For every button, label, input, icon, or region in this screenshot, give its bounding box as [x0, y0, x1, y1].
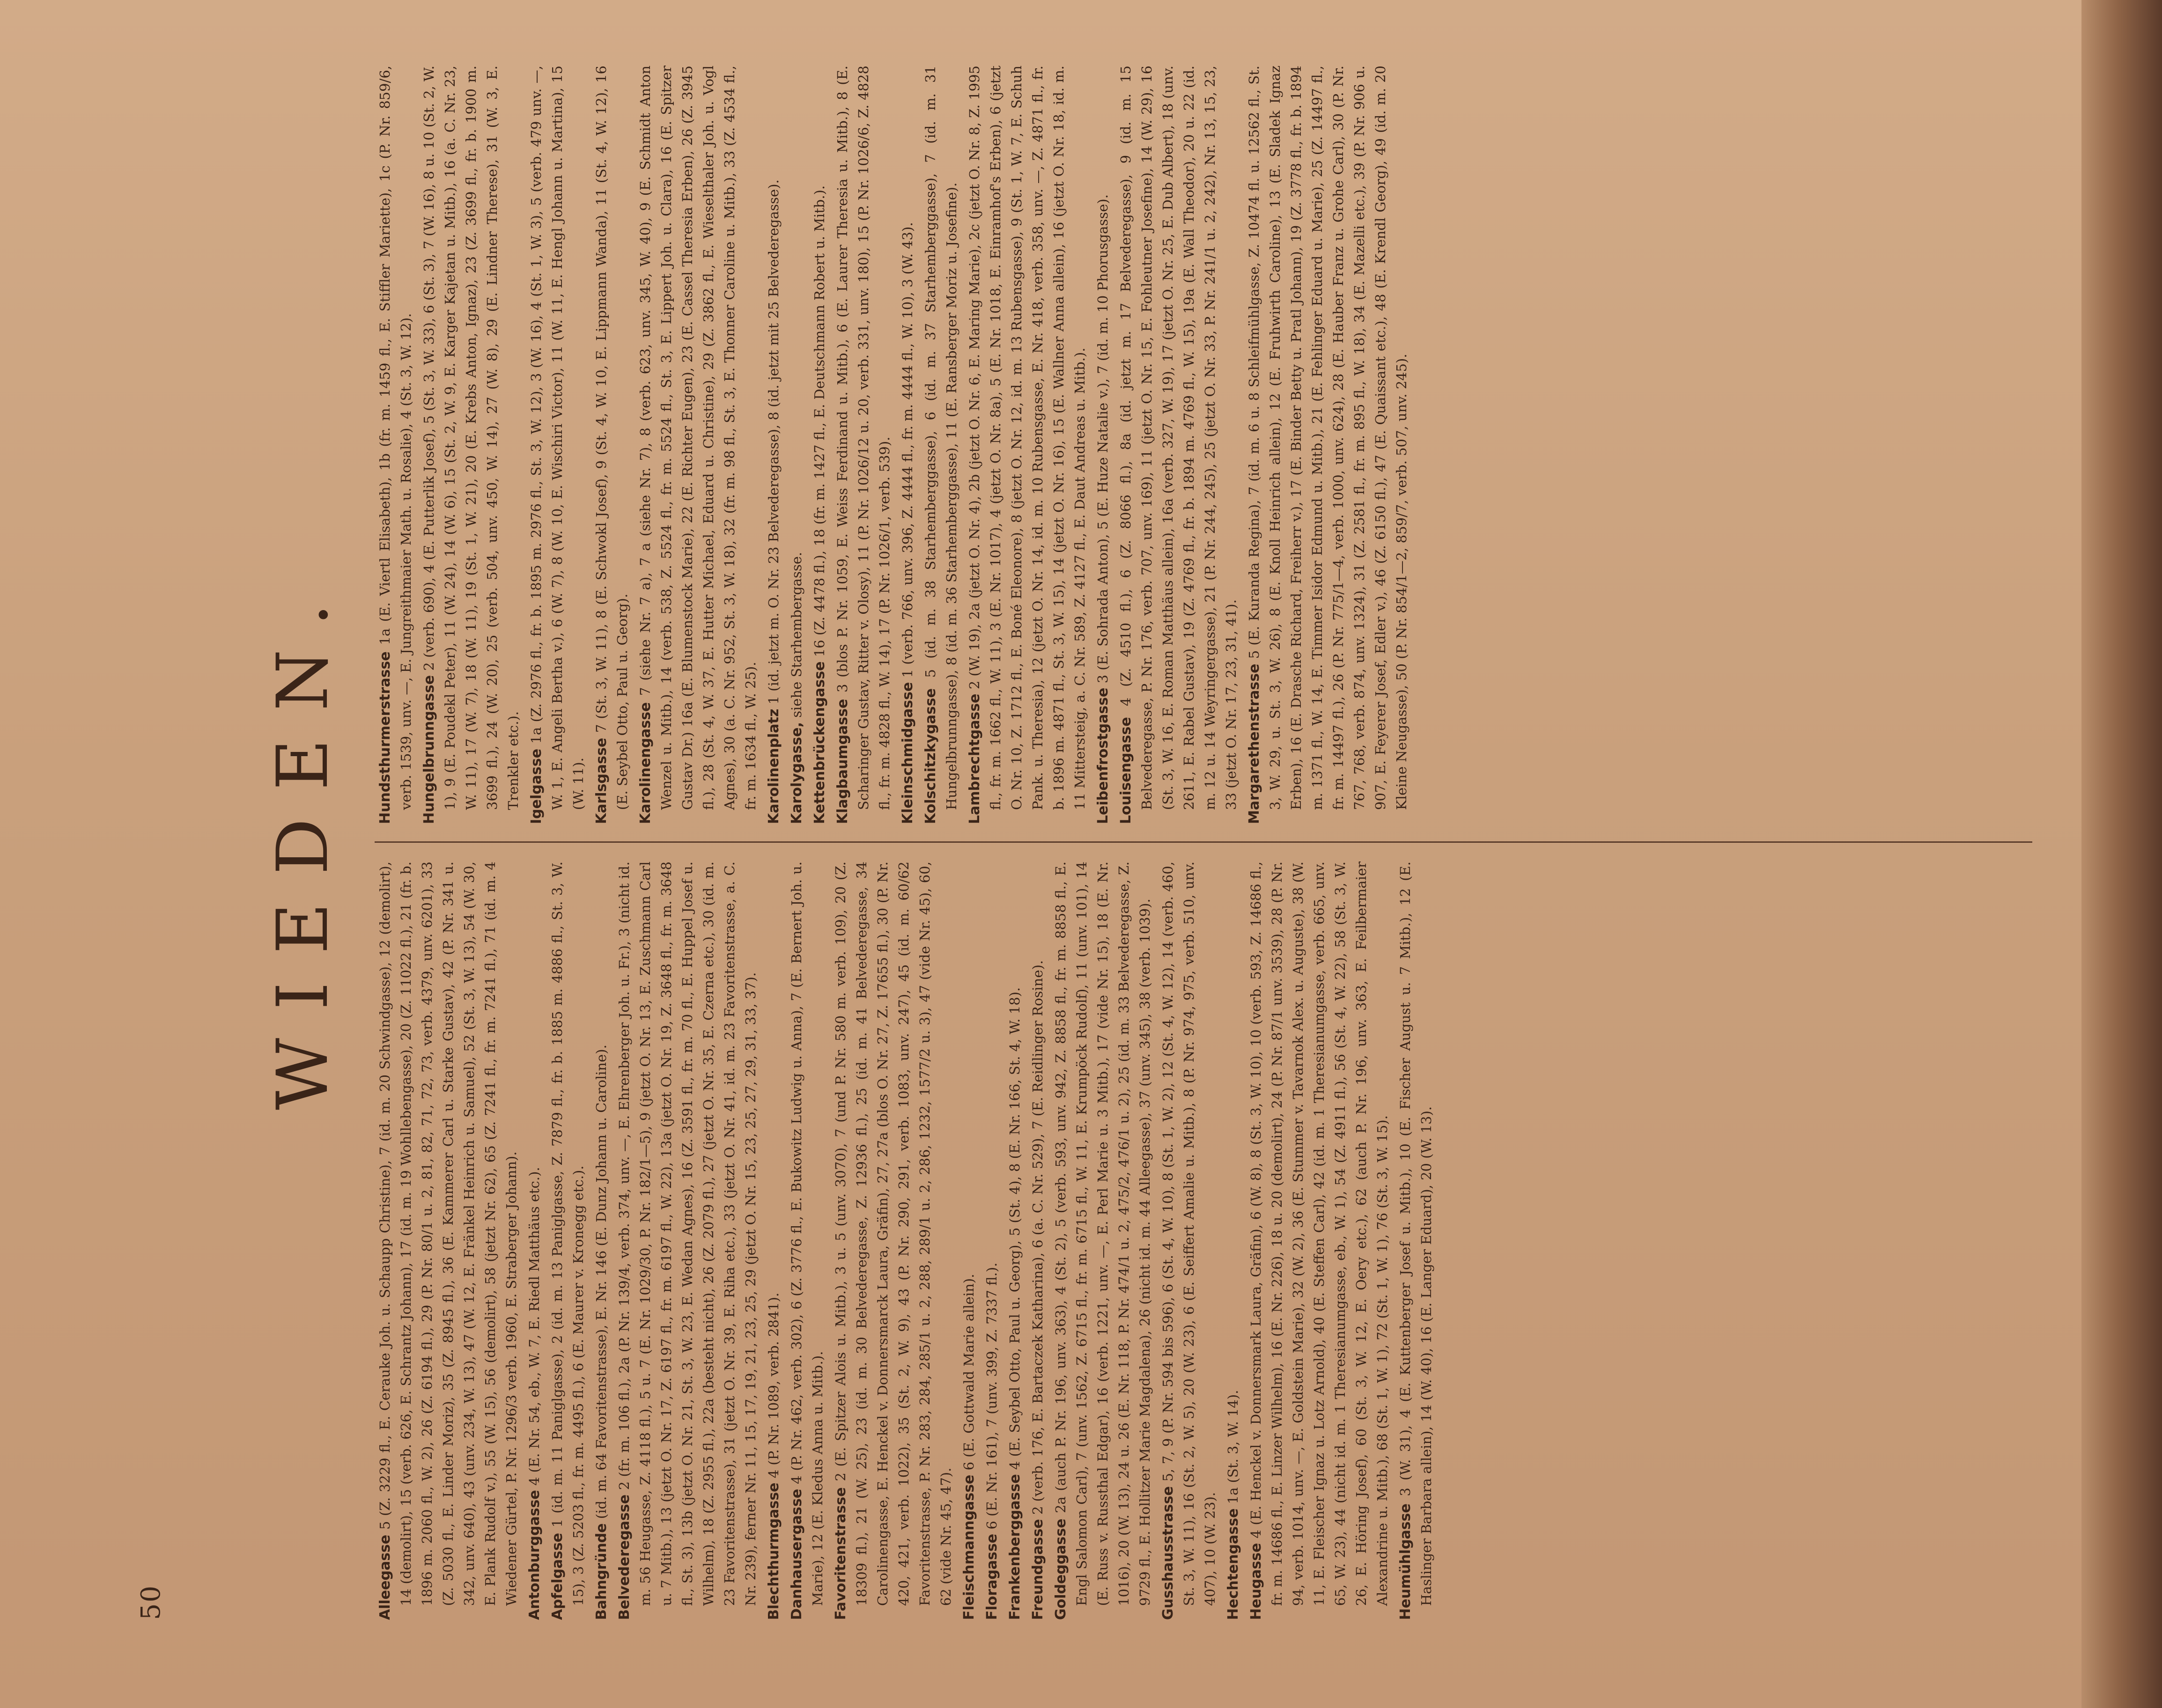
entry-details: 6 (E. Gottwald Marie allein). [961, 1274, 977, 1475]
entry-details: siehe Starhembergasse. [789, 552, 804, 722]
entry-details: 5, 7, 9 (P. Nr. 594 bis 596), 6 (St. 4, W. 10), 8 (St. 1, W. 2), 12 (St. 4, W. 12), 14 (verb. 460, St. 3, W. 11), 16 (St. 2, W. 5), 20 (W. 23), 6 (E. Seiffert Amalie u. Mitb.), 8 (P. Nr. 974, 975, verb. 510, unv. 407), 10 (W. 23). [1160, 861, 1218, 1606]
text-columns [375, 66, 2032, 1620]
entry-details: 1a (St. 3, W. 14). [1225, 1390, 1241, 1509]
entry-details: 1 (id. m. 11 Paniglgasse), 2 (id. m. 13 Paniglgasse, Z. 7879 fl., fr. b. 1885 m. 4886 fl., St. 3, W. 15), 3 (Z. 5203 fl., fr. m. 4495 fl.), 6 (E. Maurer v. Kronegg etc.). [549, 861, 586, 1606]
directory-entry [830, 861, 957, 1620]
directory-entry [1115, 66, 1242, 824]
entry-details: 6 (E. Nr. 161), 7 (unv. 399, Z. 7337 fl.). [984, 1262, 1000, 1534]
directory-entry [591, 861, 612, 1620]
directory-entry [1244, 66, 1412, 824]
street-name: Gusshausstrasse [1160, 1486, 1176, 1620]
directory-entry [897, 66, 918, 824]
directory-entry [1246, 861, 1393, 1620]
directory-entry [591, 66, 633, 824]
directory-entry [786, 66, 807, 824]
entry-details: 4 (E. Henckel v. Donnersmark Laura, Gräfin), 6 (W. 8), 8 (St. 3, W. 10), 10 (verb. 593, Z. 14686 fl., fr. m. 14686 fl., E. Linzer Wilhelm), 16 (E. Nr. 226), 18 u. 20 (demolirt), 24 (P. Nr. 87/1 unv. 3539), 28 (P. Nr. 94, verb. 1014, unv. —, E. Goldstein Marie), 32 (W. 2), 36 (E. Stummer v. Tavarnok Alex. u. Auguste), 38 (W. 11, E. Fleischer Ignaz u. Lotz Arnold), 40 (E. Steffen Carl), 42 (id. m. 1 Theresianumgasse, verb. 665, unv. 65, W. 23), 44 (nicht id. m. 1 Theresianumgasse, eb., W. 1), 54 (Z. 4911 fl.), 56 (St. 4, W. 22), 58 (St. 3, W. 26, E. Höring Josef), 60 (St. 3, W. 12, E. Oery etc.), 62 (auch P. Nr. 196, unv. 363, E. Feilbermaier Alexandrine u. Mitb.), 68 (St. 1, W. 1), 72 (St. 1, W. 1), 76 (St. 3, W. 15). [1248, 861, 1390, 1606]
directory-entry [763, 66, 784, 824]
street-name: Bahngründe [593, 1523, 610, 1620]
street-name: Kolschitzkygasse [922, 688, 939, 824]
street-name: Heumühlgasse [1397, 1503, 1414, 1620]
street-name: Karolinengasse [637, 702, 654, 824]
street-name: Freundgasse [1030, 1519, 1046, 1620]
street-name: Alleegasse [377, 1534, 393, 1620]
directory-entry [547, 861, 589, 1620]
page-number: 50 [136, 1584, 166, 1620]
entry-details: 16 (Z. 4478 fl.), 18 (fr. m. 1427 fl., E. Deutschmann Robert u. Mitb.). [812, 185, 827, 662]
street-name: Hundsthurmerstrasse [377, 651, 393, 824]
street-name: Louisengasse [1118, 717, 1134, 824]
directory-entry [1223, 861, 1244, 1620]
entry-details: 2 (E. Spitzer Alois u. Mitb.), 3 u. 5 (unv. 3070), 7 (und P. Nr. 580 m. verb. 109), 20 (Z. 18309 fl.), 21 (W. 25), 23 (id. m. 30 Belvederegasse, Z. 12936 fl.), 25 (id. m. 41 Belvederegasse, 34 Carolinengasse, E. Henckel v. Donnersmarck Laura, Gräfin), 27, 27a (blos O. Nr. 27, Z. 17655 fl.), 30 (P. Nr. 420, 421, verb. 1022), 35 (St. 2, W. 9), 43 (P. Nr. 290, 291, verb. 1083, unv. 247), 45 (id. m. 60/62 Favoritenstrasse, P. Nr. 283, 284, 285/1 u. 2, 288, 289/1 u. 2, 286, 1232, 1577/2 u. 3), 47 (vide Nr. 45), 60, 62 (vide Nr. 45, 47). [833, 861, 954, 1606]
street-name: Hechtengasse [1225, 1508, 1241, 1620]
street-name: Igelgasse [528, 748, 545, 824]
street-name: Margarethenstrasse [1246, 663, 1262, 824]
street-name: Danhausergasse [789, 1488, 805, 1620]
entry-details: 4 (Z. 4510 fl.), 6 (Z. 8066 fl.), 8a (id. jetzt m. 17 Belvederegasse), 9 (id. m. 15 Belvederegasse, P. Nr. 176, verb. 707, unv. 169), 11 (jetzt O. Nr. 15, E. Fohleutner Josefine), 14 (W. 29), 16 (St. 3, W. 16, E. Roman Matthäus allein), 16a (verb. 327, W. 19), 17 (jetzt O. Nr. 25, E. Dub Albert), 18 (unv. 2611, E. Rabel Gustav), 19 (Z. 4769 fl., fr. b. 1894 m. 4769 fl., W. 15), 19a (E. Wall Theodor), 20 u. 22 (id. m. 12 u. 14 Weyringergasse), 21 (P. Nr. 244, 245), 25 (jetzt O. Nr. 33, P. Nr. 241/1 u. 2, 242), Nr. 13, 15, 23, 33 (jetzt O. Nr. 17, 23, 31, 41). [1118, 66, 1239, 810]
directory-entry [524, 861, 545, 1620]
entry-details: 2 (verb. 176, E. Bartaczek Katharina), 6 (a. C. Nr. 529), 7 (E. Reidlinger Rosine). [1030, 960, 1046, 1519]
street-name: Goldeggasse [1053, 1518, 1069, 1620]
directory-entry [614, 861, 761, 1620]
directory-entry [920, 66, 962, 824]
directory-entry [1395, 861, 1437, 1620]
entry-details: 3 (blos P. Nr. 1059, E. Weiss Ferdinand u. Mitb.), 6 (E. Laurer Theresia u. Mitb.), 8 (E. Scharinger Gustav, Ritter v. Olosy), 11 (P. Nr. 1026/12 u. 20, verb. 331, unv. 180), 15 (P. Nr. 1026/6, Z. 4828 fl., fr. m. 4828 fl., W. 14), 17 (P. Nr. 1026/1, verb. 539). [834, 66, 893, 810]
directory-entry [1004, 861, 1026, 1620]
entry-details: 4 (P. Nr. 462, verb. 302), 6 (Z. 3776 fl., E. Bukowitz Ludwig u. Anna), 7 (E. Bernert Joh. u. Marie), 12 (E. Kledus Anna u. Mitb.). [789, 861, 826, 1606]
street-name: Antonburggasse [526, 1490, 543, 1620]
entry-details: 2 (verb. 690), 4 (E. Putterlik Josef), 5 (St. 3, W. 33), 6 (St. 3), 7 (W. 16), 8 u. 10 (St. 2, W. 1), 9 (E. Poudekl Peter), 11 (W. 24), 14 (W. 6), 15 (St. 2, W. 9, E. Karger Kajetan u. Mitb.), 16 (a. C. Nr. 23, W. 11), 17 (W. 7), 18 (W. 11), 19 (St. 1, W. 21), 20 (E. Krebs Anton, Ignaz), 23 (Z. 3699 fl., fr. b. 1900 m. 3699 fl.), 24 (W. 20), 25 (verb. 504, unv. 450, W. 14), 27 (W. 8), 29 (E. Lindner Therese), 31 (W. 3, E. Trenkler etc.). [421, 66, 521, 810]
entry-details: 1a (E. Viertl Elisabeth), 1b (fr. m. 1459 fl., E. Stiffler Mariette), 1c (P. Nr. 859/6, verb. 1539, unv. —, E. Jungreithmaier Math. u. Rosalie), 4 (St. 3, W. 12). [377, 66, 414, 810]
directory-entry [419, 66, 524, 824]
entry-details: (id. m. 64 Favoritenstrasse), E. Nr. 146 (E. Dunz Johann u. Caroline). [593, 1045, 609, 1524]
directory-entry [786, 861, 828, 1620]
street-name: Blechthurmgasse [766, 1482, 782, 1620]
entry-details: 4 (E. Seybel Otto, Paul u. Georg), 5 (St. 4), 8 (E. Nr. 166, St. 4, W. 18). [1007, 987, 1023, 1474]
street-name: Apfelgasse [549, 1532, 566, 1620]
directory-entry [1158, 861, 1221, 1620]
printed-page [122, 47, 2042, 1639]
street-name: Klagbaumgasse [834, 699, 851, 824]
entry-details: 7 (St. 3, W. 11), 8 (E. Schwokl Josef), 9 (St. 4, W. 10, E. Lippmann Wanda), 11 (St. 4, W. 12), 16 (E. Seybel Otto, Paul u. Georg). [593, 66, 630, 810]
entry-details: 2 (W. 19), 2a (jetzt O. Nr. 4), 2b (jetzt O. Nr. 6, E. Maring Marie), 2c (jetzt O. Nr. 8, Z. 1995 fl., fr. m. 1662 fl., W. 11), 3 (E. Nr. 1017), 4 (jetzt O. Nr. 8a), 5 (E. Nr. 1018, E. Einramhof's Erben), 6 (jetzt O. Nr. 10, Z. 1712 fl., E. Boné Eleonore), 8 (jetzt O. Nr. 12, id. m. 13 Rubensgasse), 9 (St. 1, W. 7, E. Schuh Pank. u. Theresia), 12 (jetzt O. Nr. 14, id. m. 10 Rubensgasse, E. Nr. 418, verb. 358, unv. —, Z. 4871 fl., fr. b. 1896 m. 4871 fl., St. 3, W. 15), 14 (jetzt O. Nr. 16), 15 (E. Wallner Anna allein), 16 (jetzt O. Nr. 18, id. m. 11 Mittersteig, a. C. Nr. 589, Z. 4127 fl., E. Daut Andreas u. Mitb.). [967, 66, 1088, 810]
directory-entry [375, 861, 522, 1620]
street-name: Heugasse [1248, 1543, 1264, 1620]
entry-details: 1 (verb. 766, unv. 396, Z. 4444 fl., fr. m. 4444 fl., W. 10), 3 (W. 43). [900, 222, 915, 682]
street-name: Kleinschmidgasse [900, 682, 916, 824]
directory-entry [1027, 861, 1048, 1620]
street-name: Lambrechtgasse [967, 693, 983, 824]
entry-details: 5 (id. m. 38 Starhemberggasse), 6 (id. m. 37 Starhemberggasse), 7 (id. m. 31 Hungelbrunngasse), 8 (id. m. 36 Starhemberggasse), 11 (E. Ransberger Moriz u. Josefine). [922, 66, 959, 810]
entry-details: 3 (W. 31), 4 (E. Kuttenberger Josef u. Mitb.), 10 (E. Fischer August u. 7 Mitb.), 12 (E. Haslinger Barbara allein), 14 (W. 40), 16 (E. Langer Eduard), 20 (W. 13). [1397, 861, 1434, 1606]
district-heading: WIEDEN. [262, 575, 344, 1111]
street-name: Karolinenplatz [766, 708, 782, 824]
street-name: Favoritenstrasse [833, 1487, 849, 1620]
entry-details: 3 (E. Sohrada Anton), 5 (E. Huze Natalie v.), 7 (id. m. 10 Phorusgasse). [1095, 194, 1111, 688]
directory-entry [809, 66, 830, 824]
street-name: Karlsgasse [593, 737, 610, 824]
street-name: Kettenbrückengasse [812, 661, 828, 824]
directory-entry [1050, 861, 1156, 1620]
street-name: Karolygasse, [789, 722, 805, 824]
column-right [375, 66, 2032, 824]
entry-details: 4 (P. Nr. 1089, verb. 2841). [766, 1292, 782, 1483]
entry-details: 4 (E. Nr. 54, eb., W. 7, E. Riedl Matthäus etc.). [526, 1167, 542, 1490]
street-name: Belvederegasse [616, 1494, 633, 1620]
directory-entry [1092, 66, 1114, 824]
directory-entry [981, 861, 1003, 1620]
directory-entry [635, 66, 761, 824]
street-name: Frankenberggasse [1007, 1474, 1023, 1620]
directory-entry [763, 861, 784, 1620]
entry-details: 1 (id. jetzt m. O. Nr. 23 Belvederegasse), 8 (id. jetzt mit 25 Belvederegasse). [766, 179, 782, 709]
street-name: Leibenfrostgasse [1095, 687, 1111, 824]
street-name: Floragasse [984, 1533, 1000, 1620]
directory-entry [964, 66, 1091, 824]
entry-details: 2 (fr. m. 106 fl.), 2a (P. Nr. 139/4, verb. 374, unv. —, E. Ehrenberger Joh. u. Fr.), 3 (nicht id. m. 56 Heugasse, Z. 4118 fl.), 5 u. 7 (E. Nr. 1029/30, P. Nr. 182/1—5), 9 (jetzt O. Nr. 13, E. Zuschmann Carl u. 7 Mitb.), 13 (jetzt O. Nr. 17, Z. 6197 fl., fr. m. 6197 fl., W. 22), 13a (jetzt O. Nr. 19, Z. 3648 fl., fr. m. 3648 fl., St. 3), 13b (jetzt O. Nr. 21, St. 3, W. 23, E. Wedan Agnes), 16 (Z. 3591 fl., fr. m. 70 fl., E. Huppel Josef u. Wilhelm), 18 (Z. 2955 fl.), 22a (besteht nicht), 26 (Z. 2079 fl.), 27 (jetzt O. Nr. 35, E. Czerna etc.), 30 (id. m. 23 Favoritenstrasse), 31 (jetzt O. Nr. 39, E. Riha etc.), 33 (jetzt O. Nr. 41, id. m. 23 Favoritenstrasse, a. C. Nr. 239), ferner Nr. 11, 15, 17, 19, 21, 23, 25, 29 (jetzt O. Nr. 15, 23, 25, 27, 29, 31, 33, 37). [616, 861, 759, 1606]
street-name: Hungelbrunngasse [421, 675, 437, 824]
street-name: Fleischmanngasse [961, 1474, 977, 1620]
directory-entry [375, 66, 417, 824]
directory-entry [526, 66, 589, 824]
entry-details: 2a (auch P. Nr. 196, unv. 363), 4 (St. 2), 5 (verb. 593, unv. 942, Z. 8858 fl., fr. m. 8858 fl., E. Engl Salomon Carl), 7 (unv. 1562, Z. 6715 fl., fr. m. 6715 fl., W. 11, E. Krumpöck Rudolf), 11 (unv. 101), 14 (E. Russ v. Russthal Edgar), 16 (verb. 1221, unv. —, E. Perl Marie u. 3 Mitb.), 17 (vide Nr. 15), 18 (E. Nr. 1016), 20 (W. 13), 24 u. 26 (E. Nr. 118, P. Nr. 474/1 u. 2, 475/2, 476/1 u. 2), 25 (id. m. 33 Belvederegasse, Z. 9729 fl., E. Hollitzer Marie Magdalena), 26 (nicht id. m. 44 Alleegasse), 37 (unv. 345), 38 (verb. 1039). [1053, 861, 1153, 1606]
column-left [375, 861, 2032, 1620]
column-divider [375, 841, 2032, 843]
entry-details: 5 (E. Kuranda Regina), 7 (id. m. 6 u. 8 Schleifmühlgasse, Z. 10474 fl. u. 12562 fl., St. 3, W. 29, u. St. 3, W. 26), 8 (E. Knoll Heinrich allein), 12 (E. Fruhwirth Caroline), 13 (E. Sladek Ignaz Erben), 16 (E. Drasche Richard, Freiherr v.), 17 (E. Binder Betty u. Pratl Johann), 19 (Z. 3778 fl., fr. b. 1894 m. 1371 fl., W. 14, E. Timmer Isidor Edmund u. Mitb.), 21 (E. Fehlinger Eduard u. Marie), 25 (Z. 14497 fl., fr. m. 14497 fl.), 26 (P. Nr. 775/1—4, verb. 1000, unv. 624), 28 (E. Hauber Franz u. Grohe Carl), 30 (P. Nr. 767, 768, verb. 874, unv. 1324), 31 (Z. 2581 fl., fr. m. 895 fl., W. 18), 34 (E. Mazelli etc.), 39 (P. Nr. 906 u. 907, E. Feyerer Josef, Edler v.), 46 (Z. 6150 fl.), 47 (E. Quaissant etc.), 48 (E. Krendl Georg), 49 (id. m. 20 Kleine Neugasse), 50 (P. Nr. 854/1—2, 859/7, verb. 507, unv. 245). [1246, 66, 1409, 810]
directory-entry [959, 861, 980, 1620]
directory-entry [832, 66, 895, 824]
entry-details: 5 (Z. 3229 fl., E. Cerauke Joh. u. Schaupp Christine), 7 (id. m. 20 Schwindgasse), 12 (demolirt), 14 (demolirt), 15 (verb. 626, E. Schrantz Johann), 17 (id. m. 19 Wohllebengasse), 20 (Z. 11022 fl.), 21 (fr. b. 1896 m. 2060 fl., W. 2), 26 (Z. 6194 fl.), 29 (P. Nr. 80/1 u. 2, 81, 82, 71, 72, 73, verb. 4379, unv. 6201), 33 (Z. 5030 fl., E. Linder Moriz), 35 (Z. 8945 fl.), 36 (E. Kammerer Carl u. Starke Gustav), 42 (P. Nr. 341 u. 342, unv. 640), 43 (unv. 234, W. 13), 47 (W. 12, E. Fränkel Heinrich u. Samuel), 52 (St. 3, W. 13), 54 (W. 30, E. Plank Rudolf v.), 55 (W. 15), 56 (demolirt), 58 (jetzt Nr. 62), 65 (Z. 7241 fl., fr. m. 7241 fl.), 71 (id. m. 4 Wiedener Gürtel, P. Nr. 1296/3 verb. 1960, E. Straberger Johann). [377, 861, 519, 1606]
entry-details: 1a (Z. 2976 fl., fr. b. 1895 m. 2976 fl., St. 3, W. 12), 3 (W. 16), 4 (St. 1, W. 3), 5 (verb. 479 unv. —, W. 1, E. Angeli Bertha v.), 6 (W. 7), 8 (W. 10, E. Wischiri Victor), 11 (W. 11, E. Hengl Johann u. Martina), 15 (W. 11). [528, 66, 586, 810]
entry-details: 7 (siehe Nr. 7 a), 7 a (siehe Nr. 7), 8 (verb. 623, unv. 345, W. 40), 9 (E. Schmidt Anton Wenzel u. Mitb.), 14 (verb. 538, Z. 5524 fl., fr. m. 5524 fl., St. 3, E. Lippert Joh. u. Clara), 16 (E. Spitzer Gustav Dr.) 16a (E. Blumenstock Marie), 22 (E. Richter Eugen), 23 (E. Cassel Theresia Erben), 26 (Z. 3945 fl.), 28 (St. 4, W. 37, E. Hutter Michael, Eduard u. Christine), 29 (Z. 3862 fl., E. Wieselthaler Joh. u. Vogl Agnes), 30 (a. C. Nr. 952, St. 3, W. 18), 32 (fr. m. 98 fl., St. 3, E. Thonner Caroline u. Mitb.), 33 (Z. 4534 fl., fr. m. 1634 fl., W. 25). [637, 66, 759, 810]
